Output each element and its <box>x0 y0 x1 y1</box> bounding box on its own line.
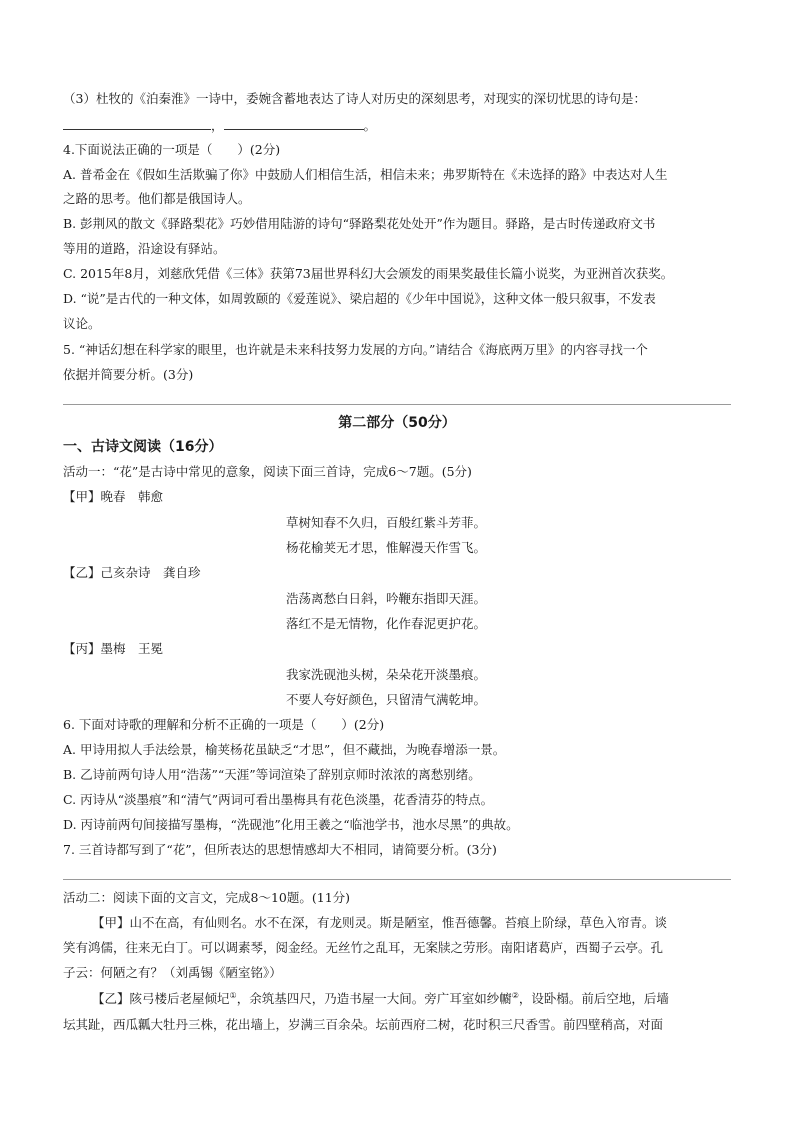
q4-option-d-2: 议论。 <box>63 316 101 331</box>
q3-answer-line <box>63 117 743 135</box>
footnote-mark-1: ① <box>229 990 237 1000</box>
answer-blank-1[interactable] <box>63 117 211 130</box>
activity1-intro: 活动一：“花”是古诗中常见的意象，阅读下面三首诗，完成6～7题。(5分) <box>63 464 472 479</box>
passage-yi-text-a: 【乙】陔弓楼后老屋倾圮 <box>92 991 230 1006</box>
poem-jia-line-2: 杨花榆荚无才思，惟解漫天作雪飞。 <box>286 540 487 555</box>
poem-jia-header: 【甲】晚春 韩愈 <box>63 489 164 504</box>
q6-option-a: A. 甲诗用拟人手法绘景，榆荚杨花虽缺乏“才思”，但不藏拙，为晚春增添一景。 <box>63 742 506 757</box>
q4-option-a-2: 之路的思考。他们都是俄国诗人。 <box>63 191 251 206</box>
q4-stem: 4.下面说法正确的一项是（ ）(2分) <box>63 142 281 157</box>
q4-option-b-2: 等用的道路，沿途设有驿站。 <box>63 241 226 256</box>
poem-bing-line-1: 我家洗砚池头树，朵朵花开淡墨痕。 <box>286 667 487 682</box>
passage-yi-line-1 <box>92 990 772 1008</box>
poem-yi-line-2: 落红不是无情物，化作春泥更护花。 <box>286 616 487 631</box>
passage-yi-line-2: 坛其趾，西瓜瓤大牡丹三株，花出墙上，岁满三百余朵。坛前西府二树，花时积三尺香雪。前四壁稍高，对面 <box>63 1017 664 1032</box>
q5-line-1: 5. “神话幻想在科学家的眼里，也许就是未来科技努力发展的方向。”请结合《海底两万里》的内容寻找一个 <box>63 342 648 357</box>
passage-jia-line-2: 笑有鸿儒，往来无白丁。可以调素琴，阅金经。无丝竹之乱耳，无案牍之劳形。南阳诸葛庐，西蜀子云亭。孔 <box>63 940 664 955</box>
poem-bing-line-2: 不要人夸好颜色，只留清气满乾坤。 <box>286 692 487 707</box>
poem-yi-line-1: 浩荡离愁白日斜，吟鞭东指即天涯。 <box>286 591 487 606</box>
answer-blank-2[interactable] <box>224 117 364 130</box>
q3-sep: ， <box>211 118 224 133</box>
q4-option-d-1: D. “说”是古代的一种文体，如周敦颐的《爱莲说》、梁启超的《少年中国说》，这种文体一般只叙事，不发表 <box>63 291 656 306</box>
q5-line-2: 依据并简要分析。(3分) <box>63 367 194 382</box>
poem-bing-header: 【丙】墨梅 王冕 <box>63 641 164 656</box>
q6-option-d: D. 丙诗前两句间接描写墨梅，“洗砚池”化用王羲之“临池学书，池水尽黑”的典故。 <box>63 817 519 832</box>
q6-stem: 6. 下面对诗歌的理解和分析不正确的一项是（ ）(2分) <box>63 717 385 732</box>
q3-prompt: （3）杜牧的《泊秦淮》一诗中，委婉含蓄地表达了诗人对历史的深刻思考，对现实的深切忧思的诗句是： <box>63 91 646 106</box>
part2-title: 第二部分（50分） <box>338 415 456 431</box>
passage-jia-line-1: 【甲】山不在高，有仙则名。水不在深，有龙则灵。斯是陋室，惟吾德馨。苔痕上阶绿，草色入帘青。谈 <box>92 915 668 930</box>
poem-yi-header: 【乙】己亥杂诗 龚自珍 <box>63 565 201 580</box>
q4-option-b-1: B. 彭荆风的散文《驿路梨花》巧妙借用陆游的诗句“驿路梨花处处开”作为题目。驿路，是古时传递政府文书 <box>63 216 656 231</box>
q6-option-c: C. 丙诗从“淡墨痕”和“清气”两词可看出墨梅具有花色淡墨，花香清芬的特点。 <box>63 792 494 807</box>
q4-option-c: C. 2015年8月，刘慈欣凭借《三体》获第73届世界科幻大会颁发的雨果奖最佳长篇小说奖，为亚洲首次获奖。 <box>63 266 674 281</box>
q6-option-b: B. 乙诗前两句诗人用“浩荡”“天涯”等词渲染了辞别京师时浓浓的离愁别绪。 <box>63 767 481 782</box>
q3-end: 。 <box>363 118 377 133</box>
poem-jia-line-1: 草树知春不久归，百般红紫斗芳菲。 <box>286 515 487 530</box>
passage-jia-line-3: 子云：何陋之有？（刘禹锡《陋室铭》） <box>63 965 282 980</box>
q7-stem: 7. 三首诗都写到了“花”，但所表达的思想情感却大不相同，请简要分析。(3分) <box>63 842 497 857</box>
footnote-mark-2: ② <box>511 990 519 1000</box>
section1-title: 一、古诗文阅读（16分） <box>63 439 223 455</box>
passage-yi-text-b: ，余筑基四尺，乃造书屋一大间。旁广耳室如纱幮 <box>236 991 512 1006</box>
q4-option-a-1: A. 普希金在《假如生活欺骗了你》中鼓励人们相信生活，相信未来；弗罗斯特在《未选择的路》中表达对人生 <box>63 167 668 182</box>
divider-2 <box>63 879 731 880</box>
activity2-title: 活动二：阅读下面的文言文，完成8～10题。(11分) <box>63 890 351 905</box>
passage-yi-text-c: ，设卧榻。前后空地，后墙 <box>518 991 669 1006</box>
divider <box>63 404 731 405</box>
